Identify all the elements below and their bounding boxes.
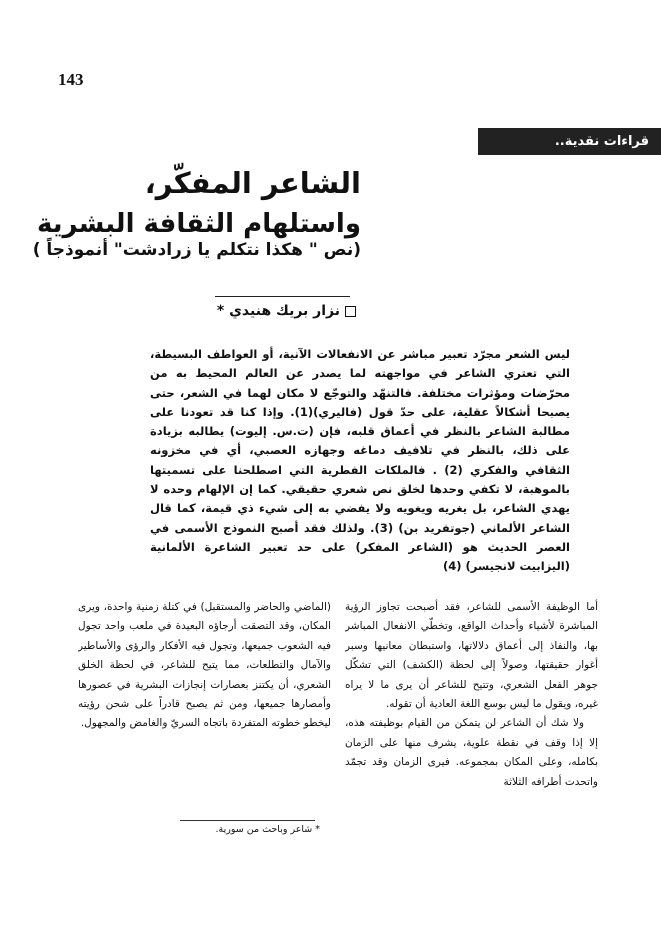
article-subtitle: (نص " هكذا نتكلم يا زرادشت" أنموذجاً ): [32, 240, 361, 260]
section-label: قراءات نقدية..: [478, 128, 661, 155]
title-line-1: الشاعر المفكّر،: [144, 166, 361, 200]
body-column-left: [78, 598, 331, 758]
body-paragraph: (الماضي والحاضر والمستقبل) في كتلة زمنية واحدة، ويرى المكان، وقد التصقت أرجاؤه البعيدة في ملعب واحد تجول فيه الشعوب جميعها، وتجول فيه الأفكار والرؤى والأساطير والآمال والتطلعات، مما يتيح للشاعر، في لحظة الخلق الشعري، أن يكتنز بعصارات إنجازات البشرية في عصورها وأمصارها جميعها، ومن ثم يصبح قادراً على شحن رؤيته ليخطو خطوته المتفردة باتجاه السريّ والغامض والمجهول.: [78, 601, 331, 730]
author-name: نزار بريك هنيدي *: [216, 303, 340, 319]
author-byline: [136, 303, 356, 319]
square-bullet-icon: [345, 306, 356, 317]
article-title: [31, 162, 361, 244]
page-number: 143: [58, 70, 84, 89]
body-column-right: [345, 598, 598, 898]
footnote: * شاعر وباحث من سورية.: [215, 824, 320, 835]
body-paragraph: ولا شك أن الشاعر لن يتمكن من القيام بوظيفته هذه، إلا إذا وقف في نقطة علوية، يشرف منها على الزمان بكامله، وعلى المكان بمجموعه. فيرى الزمان وقد تجمّد واتحدت أطرافه الثلاثة: [345, 717, 598, 788]
footnote-divider: [180, 820, 315, 821]
author-divider: [215, 296, 350, 297]
body-paragraph: أما الوظيفة الأسمى للشاعر، فقد أصبحت تجاوز الرؤية المباشرة لأشياء وأحداث الواقع، وتخطّي الانفعال المباشر بها، والنفاذ إلى أعماق دلالاتها، واستبطان معانيها وسبر أغوار حقيقتها، وصولاً إلى لحظة (الكشف) التي تشكّل جوهر الفعل الشعري، وتتيح للشاعر أن يرى ما لا يراه غيره، ويقول ما ليس بوسع اللغة العادية أن تقوله.: [345, 601, 598, 711]
abstract-paragraph: ليس الشعر مجرّد تعبير مباشر عن الانفعالات الآنية، أو العواطف البسيطة، التي تعتري الشاعر في مواجهته لما يصدر عن العالم المحيط به من محرّضات ومؤثرات مختلفة. فالتنهّد والتوجّع لا مكان لهما في الشعر، حتى يصبحا أشكالاً عقلية، على حدّ قول (فاليري)(1). وإذا كنا قد تعودنا على مطالبة الشاعر بالنظر في أعماق قلبه، فإن (ت.س. إليوت) يطالبه بزيادة على ذلك، بالنظر في تلافيف دماغه وجهازه العصبي، أي في مخزونه الثقافي والفكري (2) . فالملكات الفطرية التي اصطلحنا على تسميتها بالموهبة، لا تكفي وحدها لخلق نص شعري حقيقي. كما إن الإلهام وحده لا يهدي الشاعر، بل يغريه ويغويه ولا يفضي به إلى شيء ذي قيمة، كما قال الشاعر الألماني (جوتفريد بن) (3). ولذلك فقد أصبح النموذج الأسمى في العصر الحديث هو (الشاعر المفكر) على حد تعبير الشاعرة الألمانية (اليزابيت لانجيسر) (4): [150, 347, 570, 574]
title-line-2: واستلهام الثقافة البشرية: [37, 209, 361, 239]
